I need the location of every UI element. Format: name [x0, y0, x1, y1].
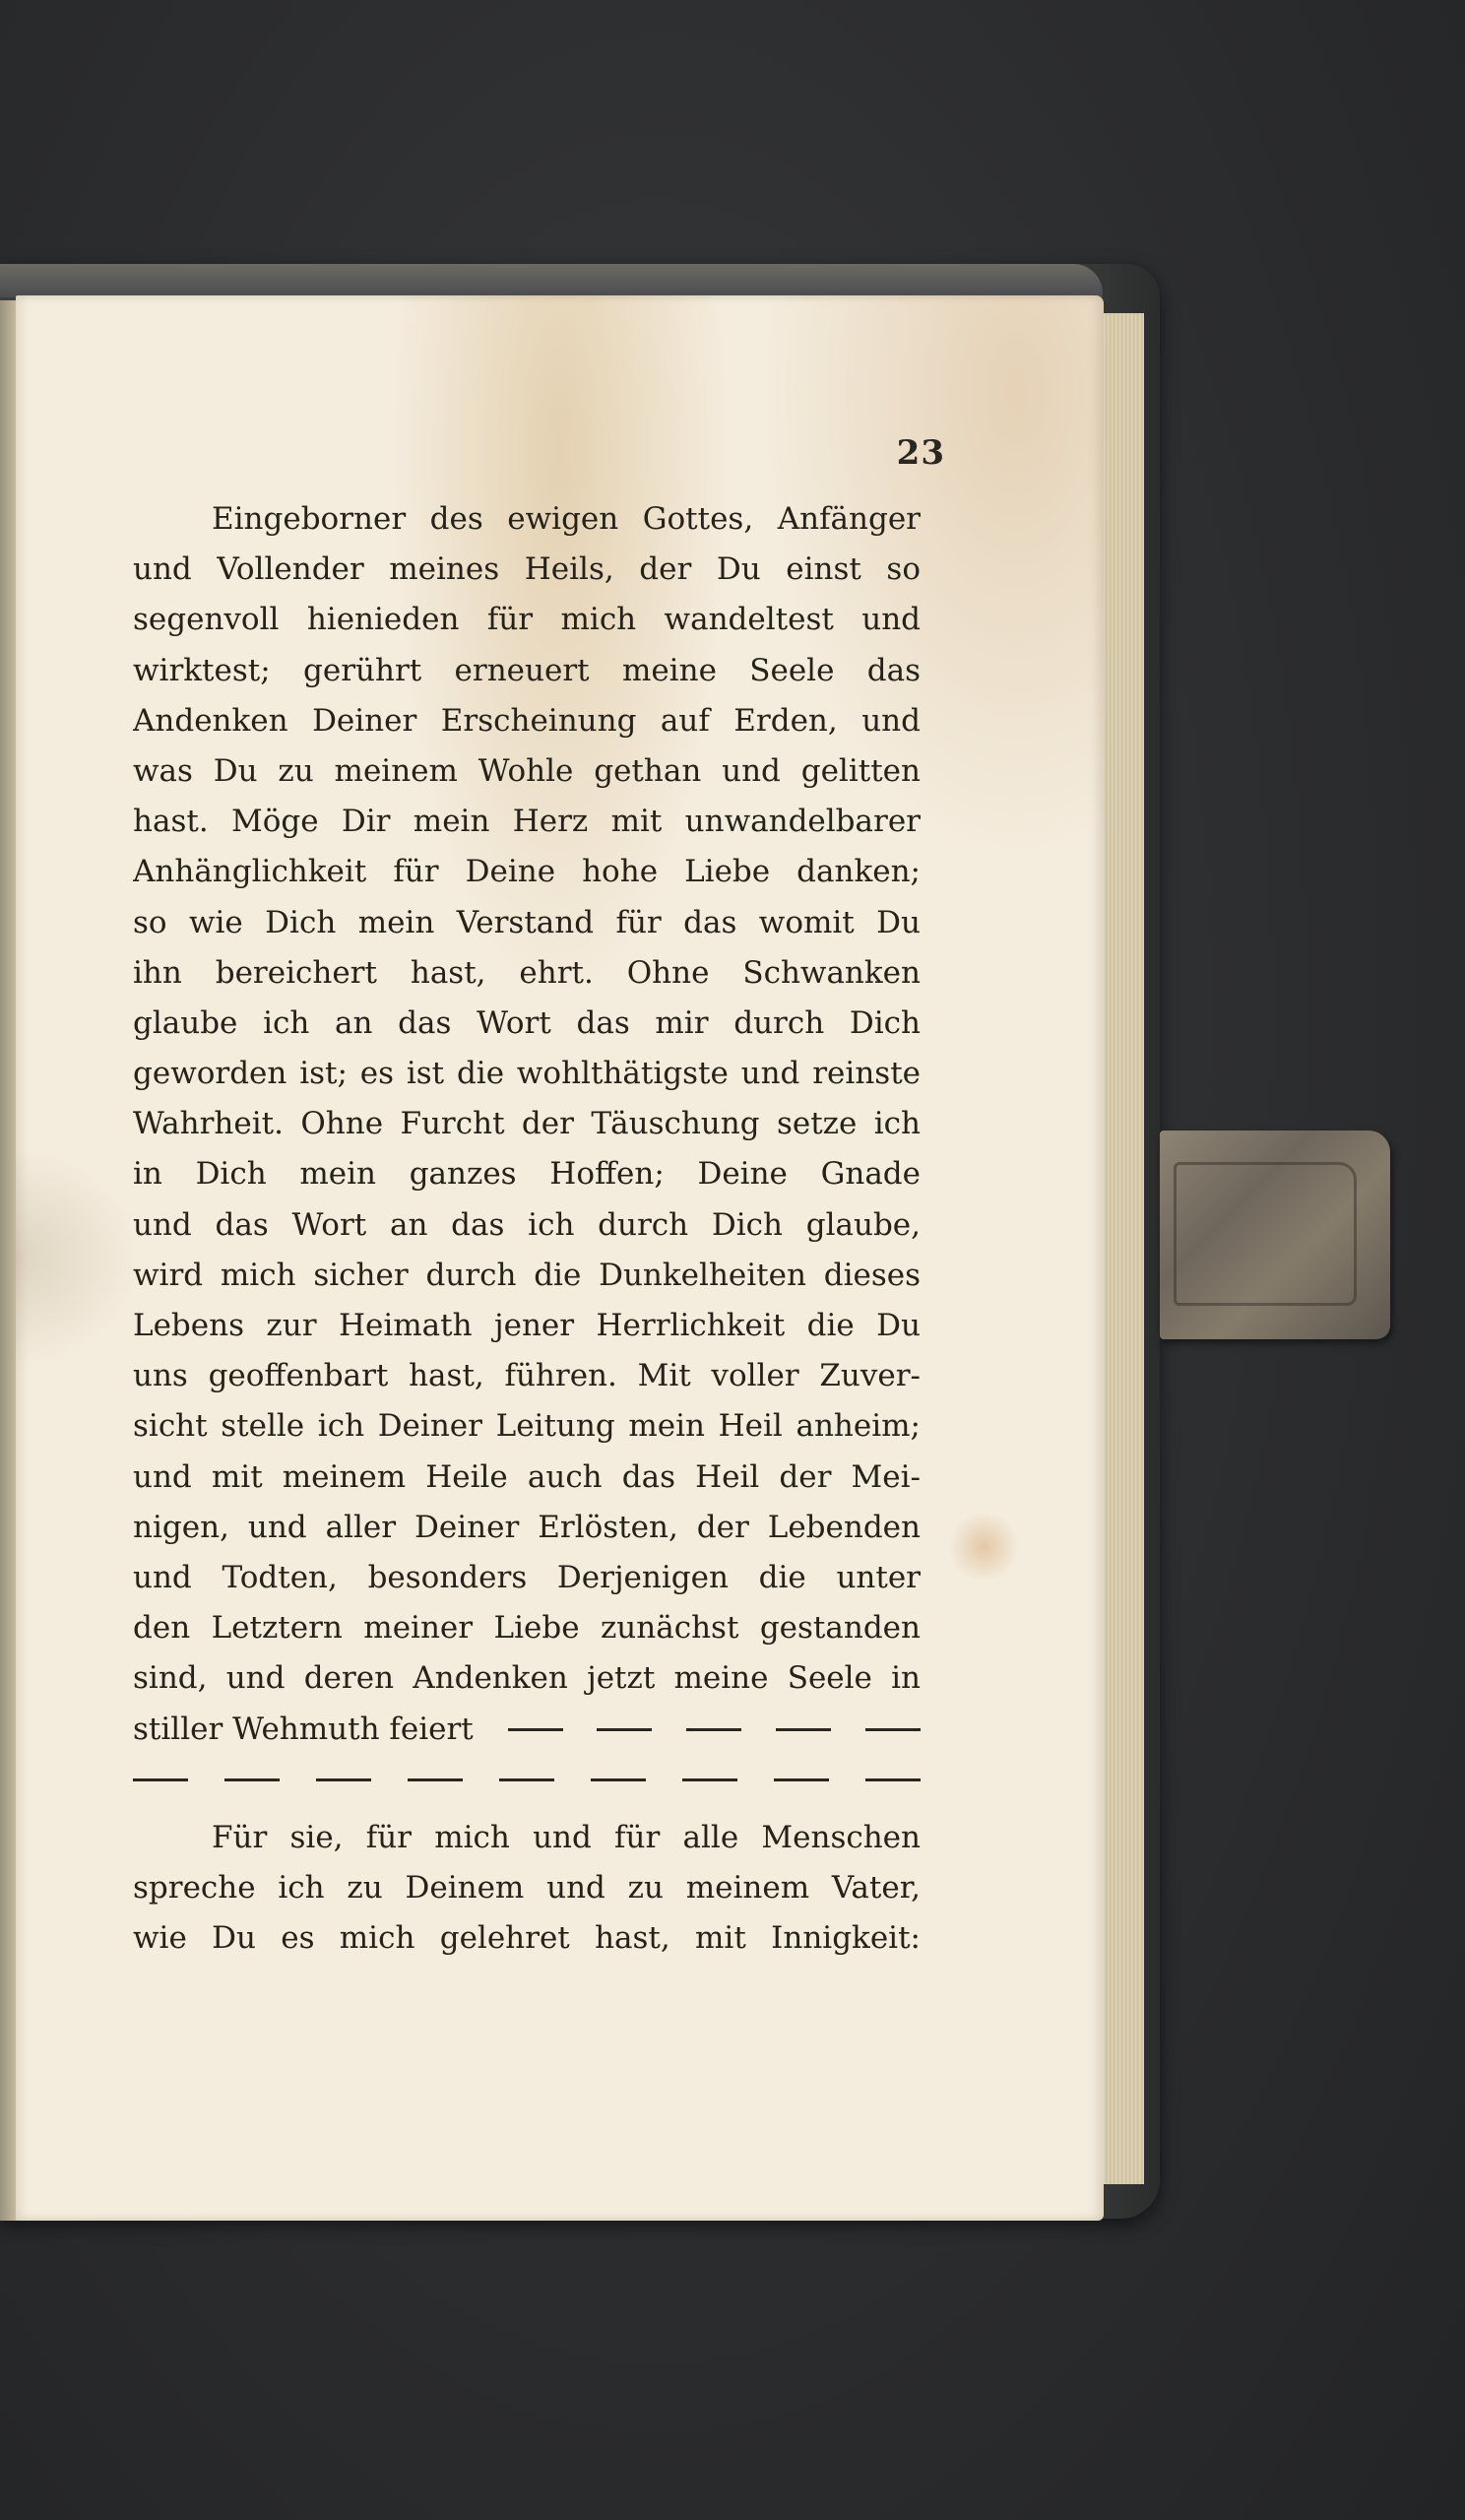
em-dash — [408, 1778, 463, 1781]
em-dash — [686, 1728, 741, 1731]
text-line: nigen, und aller Deiner Erlösten, der Lebenden — [133, 1509, 921, 1545]
text-line: Eingeborner des ewigen Gottes, Anfänger — [212, 501, 921, 537]
em-dash — [865, 1778, 921, 1781]
text-line: Lebens zur Heimath jener Herrlichkeit die Du — [133, 1308, 921, 1343]
em-dash — [316, 1778, 371, 1781]
text-line: sind, und deren Andenken jetzt meine Seele in — [133, 1660, 921, 1697]
text-line: und Vollender meines Heils, der Du einst so — [133, 551, 921, 588]
text-line: sicht stelle ich Deiner Leitung mein Heil anheim; — [133, 1408, 921, 1445]
text-line: uns geoffenbart hast, führen. Mit voller Zuver- — [133, 1358, 921, 1394]
text-line: und Todten, besonders Derjenigen die unter — [133, 1559, 921, 1595]
em-dash — [224, 1778, 280, 1781]
text-line: Andenken Deiner Erscheinung auf Erden, und — [133, 702, 921, 739]
text-line: glaube ich an das Wort das mir durch Dich — [133, 1004, 921, 1041]
text-line: Anhänglichkeit für Deine hohe Liebe danken; — [133, 854, 921, 890]
dash-line — [133, 1755, 921, 1805]
text-line: was Du zu meinem Wohle gethan und gelitten — [133, 752, 921, 789]
text-line: Wahrheit. Ohne Furcht der Täuschung setze ich — [133, 1106, 921, 1142]
text-line: geworden ist; es ist die wohlthätigste und reinste — [133, 1056, 921, 1092]
text-line: und das Wort an das ich durch Dich glaube, — [133, 1206, 921, 1243]
text-line: wird mich sicher durch die Dunkelheiten dieses — [133, 1257, 921, 1293]
text-line-fragment: stiller Wehmuth feiert — [133, 1711, 474, 1747]
em-dash — [591, 1778, 646, 1781]
em-dash — [776, 1728, 831, 1731]
em-dash — [508, 1728, 563, 1731]
text-line-with-dashes — [133, 1705, 921, 1755]
text-line: Für sie, für mich und für alle Menschen — [212, 1819, 921, 1855]
paragraph-gap — [133, 1805, 921, 1813]
em-dash — [865, 1728, 921, 1731]
text-line: ihn bereichert hast, ehrt. Ohne Schwanken — [133, 954, 921, 991]
text-line: hast. Möge Dir mein Herz mit unwandelbarer — [133, 804, 921, 840]
text-line: segenvoll hienieden für mich wandeltest und — [133, 602, 921, 638]
book-cover-top-edge — [0, 264, 1103, 297]
em-dash — [682, 1778, 737, 1781]
page-text — [133, 494, 921, 1964]
em-dash — [133, 1778, 188, 1781]
text-line: so wie Dich mein Verstand für das womit Du — [133, 904, 921, 940]
page-number: 23 — [896, 433, 945, 473]
book-clasp-engraving — [1174, 1162, 1357, 1306]
text-line: und mit meinem Heile auch das Heil der Mei- — [133, 1458, 921, 1495]
text-line: wie Du es mich gelehret hast, mit Innigkeit: — [133, 1920, 921, 1957]
em-dash — [597, 1728, 652, 1731]
text-line: den Letztern meiner Liebe zunächst gestanden — [133, 1610, 921, 1647]
text-line: in Dich mein ganzes Hoffen; Deine Gnade — [133, 1156, 921, 1193]
em-dash — [774, 1778, 829, 1781]
text-line: wirktest; gerührt erneuert meine Seele das — [133, 652, 921, 688]
text-line: spreche ich zu Deinem und zu meinem Vater, — [133, 1870, 921, 1906]
em-dash — [499, 1778, 554, 1781]
